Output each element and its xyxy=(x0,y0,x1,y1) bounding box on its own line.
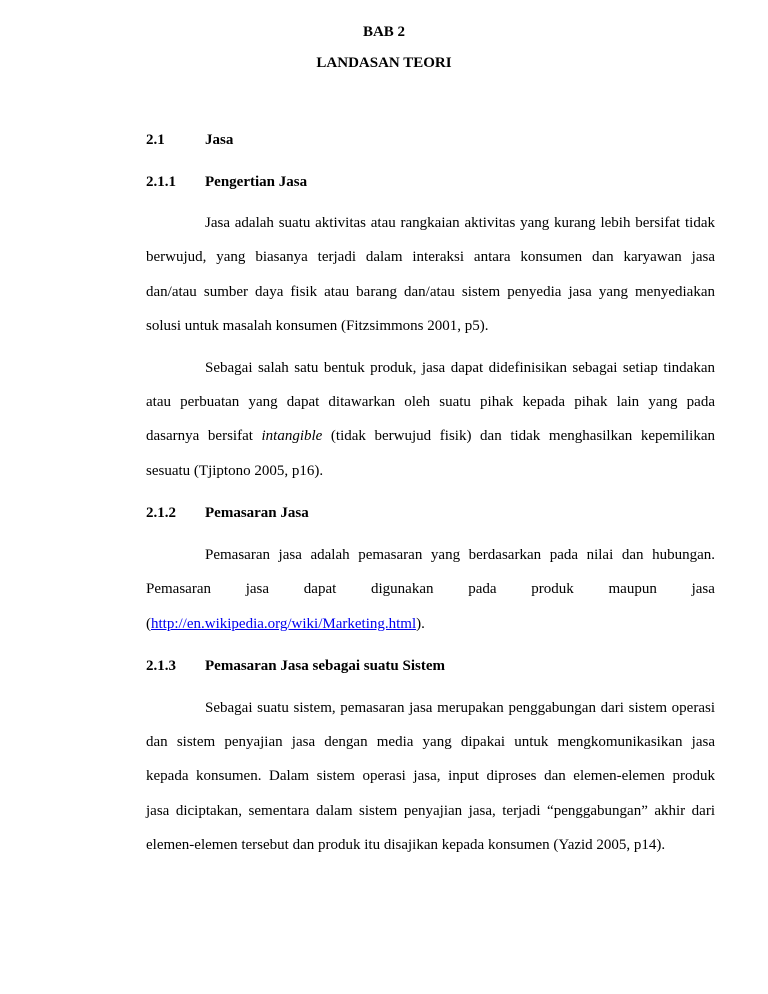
paragraph-line: Pemasaran jasa dapat digunakan pada produk maupun jasa xyxy=(146,581,715,597)
section-2-1-3-title: Pemasaran Jasa sebagai suatu Sistem xyxy=(205,658,446,674)
paragraph-line: (http://en.wikipedia.org/wiki/Marketing.html). xyxy=(146,616,425,632)
paragraph-line: Sebagai salah satu bentuk produk, jasa dapat didefinisikan sebagai setiap tindakan xyxy=(205,360,715,376)
paragraph-line: dan sistem penyajian jasa dengan media yang dipakai untuk mengkomunikasikan jasa xyxy=(146,734,715,750)
section-2-1-title: Jasa xyxy=(205,132,234,148)
section-2-1-1-number: 2.1.1 xyxy=(146,174,176,190)
section-2-1-2-title: Pemasaran Jasa xyxy=(205,505,309,521)
section-2-1-1-title: Pengertian Jasa xyxy=(205,174,308,190)
paragraph-line: berwujud, yang biasanya terjadi dalam interaksi antara konsumen dan karyawan jasa xyxy=(146,249,715,265)
paragraph-line: solusi untuk masalah konsumen (Fitzsimmons 2001, p5). xyxy=(146,318,489,334)
paragraph-line: jasa diciptakan, sementara dalam sistem penyajian jasa, terjadi “penggabungan” akhir dari xyxy=(146,803,715,819)
chapter-title: LANDASAN TEORI xyxy=(316,55,452,71)
paragraph-line: Jasa adalah suatu aktivitas atau rangkaian aktivitas yang kurang lebih bersifat tidak xyxy=(205,215,715,231)
paragraph-line: elemen-elemen tersebut dan produk itu disajikan kepada konsumen (Yazid 2005, p14). xyxy=(146,837,666,853)
paragraph-line: Sebagai suatu sistem, pemasaran jasa merupakan penggabungan dari sistem operasi xyxy=(205,700,715,716)
paragraph-line: kepada konsumen. Dalam sistem operasi jasa, input diproses dan elemen-elemen produk xyxy=(146,768,715,784)
section-2-1-2-number: 2.1.2 xyxy=(146,505,176,521)
chapter-number: BAB 2 xyxy=(362,24,406,40)
paragraph-line: sesuatu (Tjiptono 2005, p16). xyxy=(146,463,324,479)
section-2-1-3-number: 2.1.3 xyxy=(146,658,176,674)
section-2-1-number: 2.1 xyxy=(146,132,165,148)
paragraph-line: Pemasaran jasa adalah pemasaran yang berdasarkan pada nilai dan hubungan. xyxy=(205,547,715,563)
wikipedia-link[interactable]: http://en.wikipedia.org/wiki/Marketing.html xyxy=(151,616,417,632)
emphasized-term: intangible xyxy=(261,428,323,444)
paragraph-line: dan/atau sumber daya fisik atau barang dan/atau sistem penyedia jasa yang menyediakan xyxy=(146,284,715,300)
paragraph-line: atau perbuatan yang dapat ditawarkan oleh suatu pihak kepada pihak lain yang pada xyxy=(146,394,715,410)
paragraph-line: dasarnya bersifat intangible (tidak berwujud fisik) dan tidak menghasilkan kepemilikan xyxy=(146,428,715,444)
